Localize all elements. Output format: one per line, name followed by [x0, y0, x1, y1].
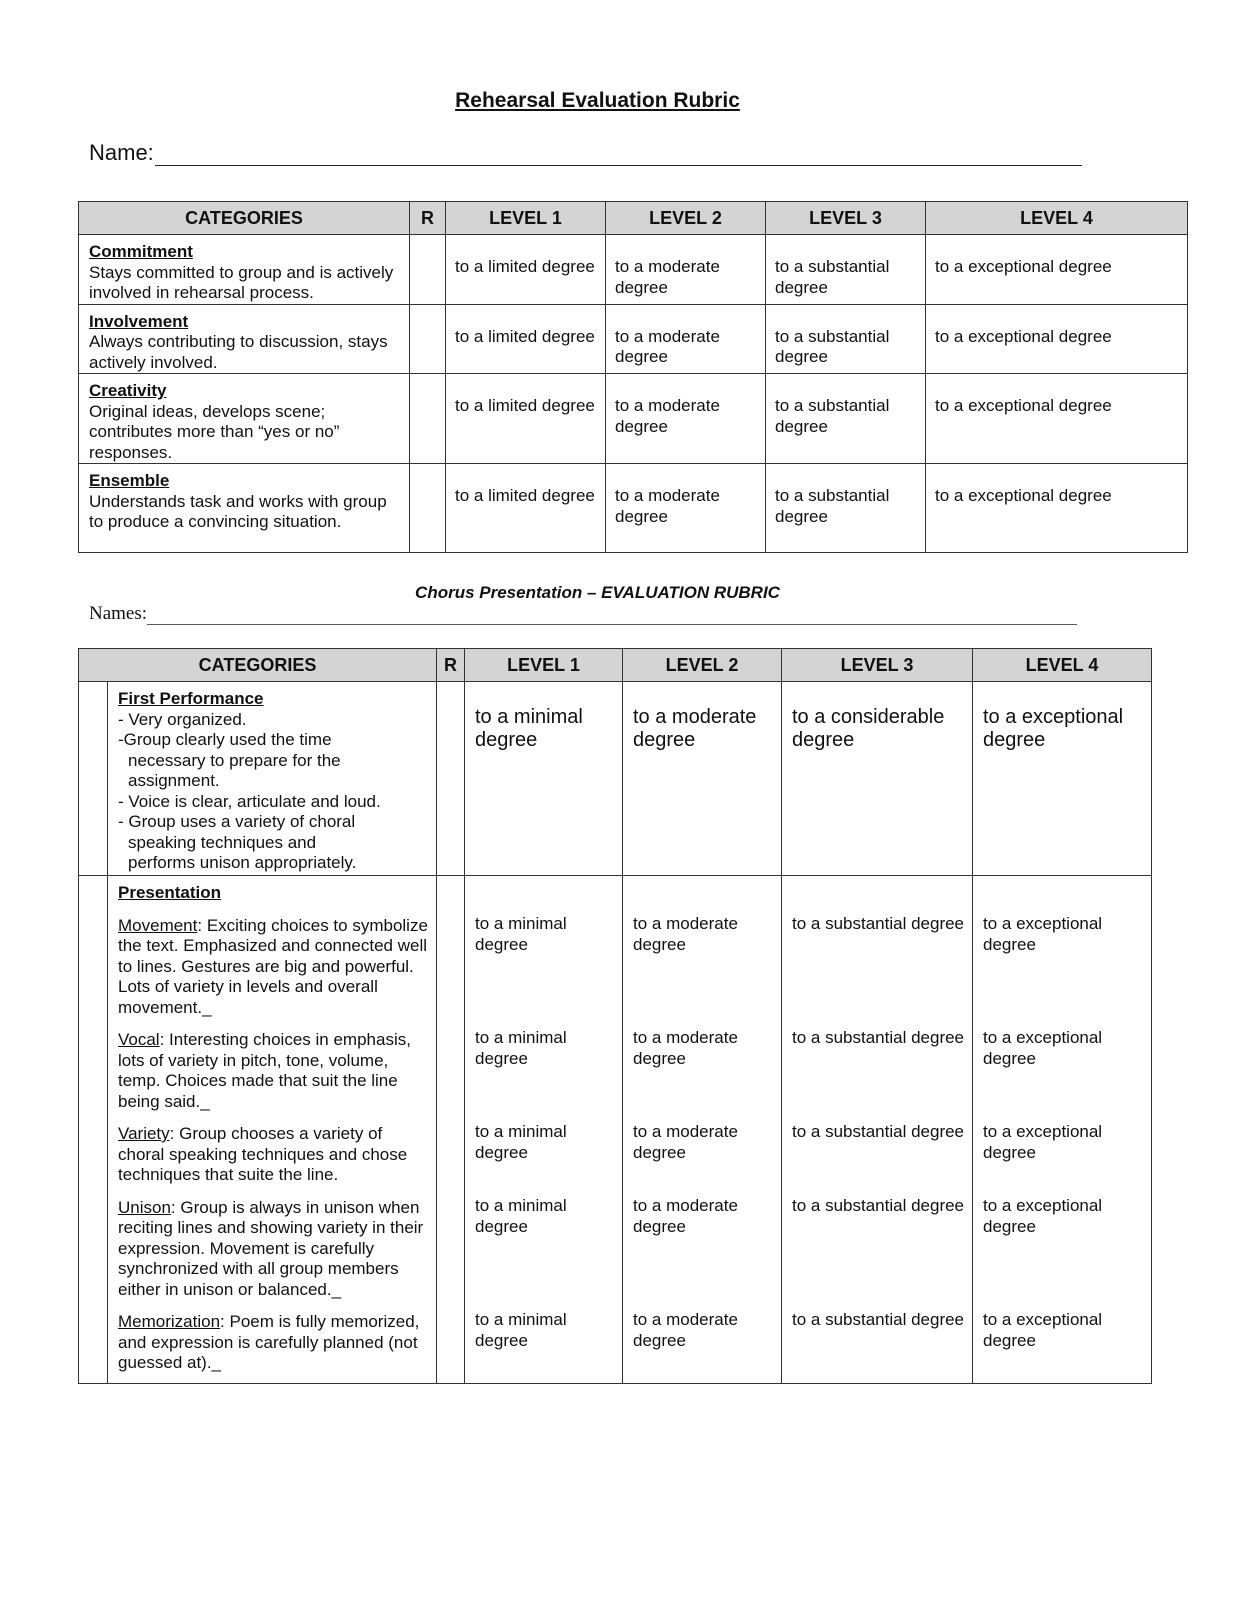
level-4-memorization: to a exceptional degree	[983, 1310, 1103, 1350]
level-1-memorization: to a minimal degree	[475, 1310, 567, 1350]
level-4-cell: to a exceptional degree	[926, 235, 1188, 305]
level-4-cell: to a exceptional degree	[926, 374, 1188, 464]
level-1-cell: to a limited degree	[446, 235, 606, 305]
r-score-cell[interactable]	[410, 235, 446, 305]
level-2-cell: to a moderate degree	[606, 374, 766, 464]
level-4-unison: to a exceptional degree	[983, 1196, 1103, 1236]
criteria-unison	[118, 1198, 430, 1301]
criteria-term: Vocal	[118, 1030, 160, 1049]
header-r: R	[437, 649, 465, 682]
criteria-line: -Group clearly used the time	[118, 730, 332, 749]
level-4-cell: to a exceptional degree	[926, 304, 1188, 374]
category-title: Ensemble	[89, 471, 170, 490]
level-3-variety: to a substantial degree	[792, 1122, 965, 1141]
table-row	[79, 235, 1188, 305]
header-level-2: LEVEL 2	[623, 649, 782, 682]
level-2-cell: to a moderate degree	[606, 235, 766, 305]
level-2-variety: to a moderate degree	[633, 1122, 738, 1162]
criteria-vocal	[118, 1030, 430, 1112]
level-2-vocal: to a moderate degree	[633, 1028, 738, 1068]
header-level-1: LEVEL 1	[465, 649, 623, 682]
criteria-line: necessary to prepare for the	[128, 750, 341, 770]
level-1-variety: to a minimal degree	[475, 1122, 567, 1162]
category-cell	[108, 682, 437, 876]
r-score-cell[interactable]	[437, 682, 465, 876]
category-cell	[108, 876, 437, 1384]
header-level-4: LEVEL 4	[926, 202, 1188, 235]
category-title: First Performance	[118, 689, 264, 708]
criteria-memorization	[118, 1312, 430, 1374]
criteria-line: assignment.	[128, 771, 220, 790]
category-title: Involvement	[89, 311, 189, 331]
table-header-row	[79, 202, 1188, 235]
table-row	[79, 374, 1188, 464]
category-cell	[79, 235, 410, 305]
category-description: Understands task and works with group to produce a convincing situation.	[89, 491, 387, 531]
names-field-line[interactable]	[147, 604, 1077, 625]
criteria-movement	[118, 916, 430, 1019]
category-title: Presentation	[118, 883, 221, 902]
level-4-vocal: to a exceptional degree	[983, 1028, 1103, 1068]
name-field-row	[89, 140, 1082, 166]
level-3-cell: to a substantial degree	[766, 374, 926, 464]
level-1-cell: to a limited degree	[446, 374, 606, 464]
r-score-cell[interactable]	[410, 374, 446, 464]
level-3-cell: to a substantial degree	[766, 235, 926, 305]
level-3-vocal: to a substantial degree	[792, 1028, 965, 1047]
header-level-2: LEVEL 2	[606, 202, 766, 235]
level-2-cell: to a moderate degree	[606, 304, 766, 374]
rehearsal-rubric-table	[78, 201, 1188, 553]
criteria-term: Variety	[118, 1124, 170, 1143]
header-level-3: LEVEL 3	[766, 202, 926, 235]
category-cell	[79, 374, 410, 464]
criteria-text: : Interesting choices in emphasis, lots of variety in pitch, tone, volume, temp. Choices made that suit the line being said._	[118, 1030, 411, 1111]
criteria-text: : Exciting choices to symbolize the text. Emphasized and connected well to lines. Gestures are big and powerful. Lots of variety in levels and overall movement._	[118, 915, 428, 1017]
level-3-cell: to a considerable degree	[782, 682, 973, 876]
criteria-text: : Group is always in unison when reciting lines and showing variety in their expression. Movement is carefully synchronized with all group members either in unison or balanced._	[118, 1197, 424, 1299]
table-row	[79, 464, 1188, 553]
table-row-presentation	[79, 876, 1152, 1384]
table-header-row	[79, 649, 1152, 682]
table-row-first-performance	[79, 682, 1152, 876]
name-label: Name:	[89, 140, 154, 165]
r-score-cell[interactable]	[410, 464, 446, 553]
level-1-column	[465, 876, 623, 1384]
level-3-unison: to a substantial degree	[792, 1196, 965, 1215]
category-title: Commitment	[89, 242, 193, 261]
category-description: Stays committed to group and is actively involved in rehearsal process.	[89, 262, 394, 302]
category-cell	[79, 304, 410, 374]
header-categories: CATEGORIES	[79, 649, 437, 682]
chorus-rubric-table	[78, 648, 1152, 1384]
level-1-vocal: to a minimal degree	[475, 1028, 567, 1068]
header-level-4: LEVEL 4	[973, 649, 1152, 682]
criteria-text: : Poem is fully memorized, and expression is carefully planned (not guessed at)._	[118, 1312, 420, 1372]
criteria-term: Memorization	[118, 1312, 221, 1331]
name-field-line[interactable]	[155, 143, 1082, 166]
level-3-cell: to a substantial degree	[766, 304, 926, 374]
header-categories: CATEGORIES	[79, 202, 410, 235]
level-1-unison: to a minimal degree	[475, 1196, 567, 1236]
criteria-variety	[118, 1124, 430, 1186]
level-2-unison: to a moderate degree	[633, 1196, 738, 1236]
chorus-rubric-title: Chorus Presentation – EVALUATION RUBRIC	[415, 583, 780, 602]
r-score-cell[interactable]	[410, 304, 446, 374]
level-1-cell: to a minimal degree	[465, 682, 623, 876]
level-3-memorization: to a substantial degree	[792, 1310, 965, 1329]
level-1-cell: to a limited degree	[446, 304, 606, 374]
criteria-line: speaking techniques and	[128, 832, 317, 852]
level-3-cell: to a substantial degree	[766, 464, 926, 553]
header-level-1: LEVEL 1	[446, 202, 606, 235]
level-4-column	[973, 876, 1152, 1384]
header-r: R	[410, 202, 446, 235]
level-1-cell: to a limited degree	[446, 464, 606, 553]
criteria-text: : Group chooses a variety of choral speaking techniques and chose techniques that suite the line.	[118, 1124, 408, 1184]
level-2-cell: to a moderate degree	[606, 464, 766, 553]
r-score-cell[interactable]	[437, 876, 465, 1384]
level-4-movement: to a exceptional degree	[983, 914, 1103, 954]
header-level-3: LEVEL 3	[782, 649, 973, 682]
criteria-line: - Very organized.	[118, 709, 247, 729]
criteria-line: - Voice is clear, articulate and loud.	[118, 791, 381, 811]
category-cell	[79, 464, 410, 553]
names-field-row	[89, 603, 1077, 625]
criteria-line: performs unison appropriately.	[128, 853, 357, 872]
category-title: Creativity	[89, 381, 167, 400]
level-4-cell: to a exceptional degree	[926, 464, 1188, 553]
level-4-variety: to a exceptional degree	[983, 1122, 1103, 1162]
category-description: Always contributing to discussion, stays actively involved.	[89, 332, 388, 372]
level-1-movement: to a minimal degree	[475, 914, 567, 954]
table-row	[79, 304, 1188, 374]
names-label: Names:	[89, 603, 148, 624]
level-2-movement: to a moderate degree	[633, 914, 738, 954]
criteria-line: - Group uses a variety of choral	[118, 812, 356, 831]
row-margin-cell	[79, 682, 108, 876]
level-2-column	[623, 876, 782, 1384]
category-description: Original ideas, develops scene; contributes more than “yes or no” responses.	[89, 401, 340, 462]
level-2-cell: to a moderate degree	[623, 682, 782, 876]
level-3-column	[782, 876, 973, 1384]
level-4-cell: to a exceptional degree	[973, 682, 1152, 876]
level-3-movement: to a substantial degree	[792, 914, 965, 933]
level-2-memorization: to a moderate degree	[633, 1310, 738, 1350]
criteria-term: Unison	[118, 1197, 171, 1217]
criteria-term: Movement	[118, 915, 198, 935]
row-margin-cell	[79, 876, 108, 1384]
rubric-title: Rehearsal Evaluation Rubric	[455, 89, 740, 112]
